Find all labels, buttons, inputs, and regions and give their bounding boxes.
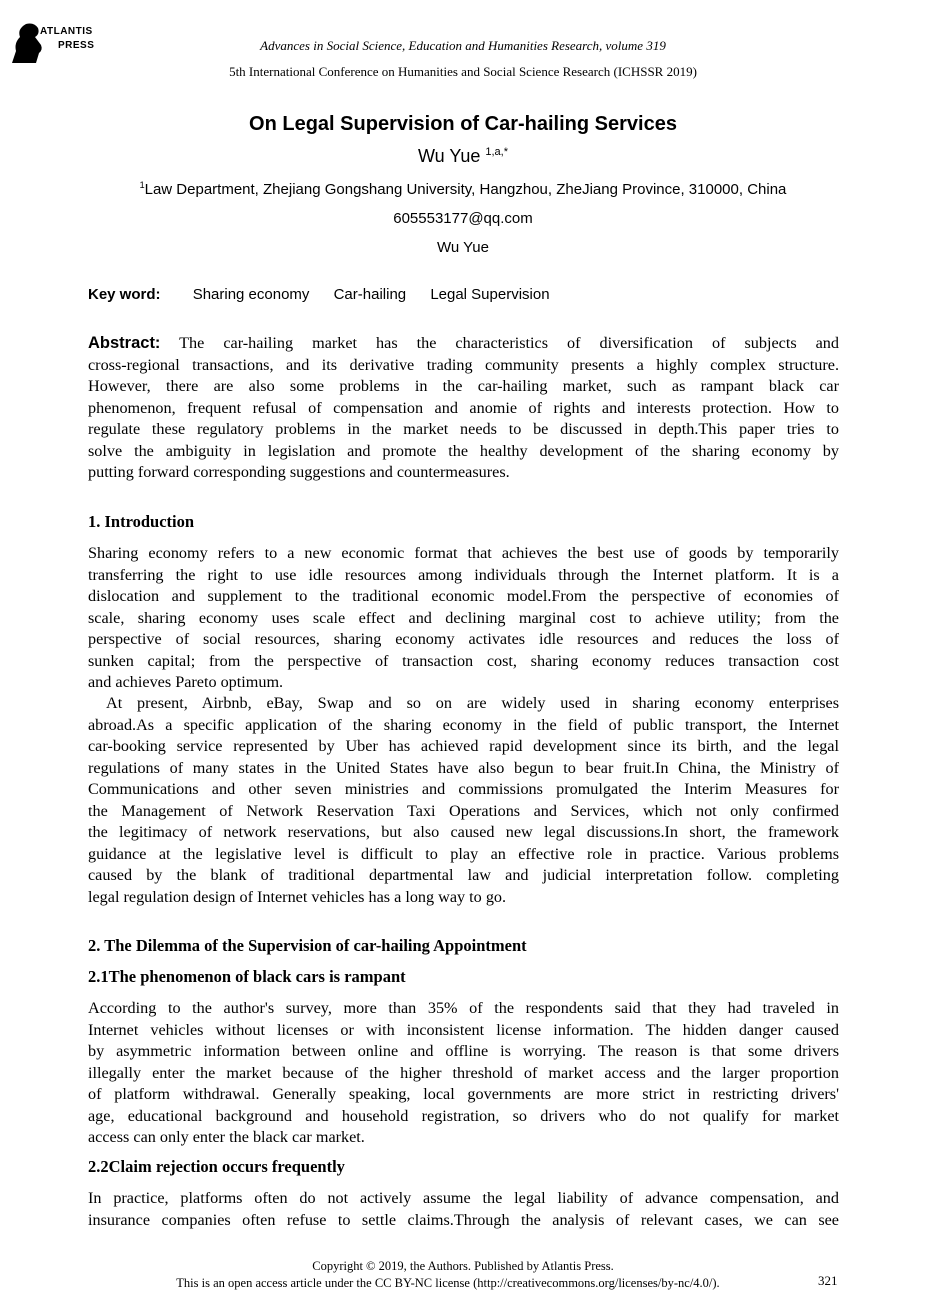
line-text: The car-hailing market has the characteristics of diversification of subjects and (179, 334, 839, 352)
line-text: the legitimacy of network reservations, but also caused new legal discussions.In short, the framework (88, 823, 839, 841)
text-line (88, 565, 839, 587)
line-text: Sharing economy refers to a new economic format that achieves the best use of goods by temporarily (88, 544, 839, 562)
keywords (88, 286, 550, 303)
line-text: caused by the blank of traditional departmental law and judicial interpretation follow. completing (88, 866, 839, 884)
text-line (88, 586, 839, 608)
intro-paragraph-1 (88, 543, 839, 694)
text-line (88, 758, 839, 780)
text-line (88, 629, 839, 651)
line-text: car-booking service represented by Uber has achieved rapid development since its birth, and the legal (88, 737, 839, 755)
text-line (88, 887, 839, 909)
text-line (88, 736, 839, 758)
line-text: However, there are also some problems in the car-hailing market, such as rampant black car (88, 377, 839, 395)
line-text: cross-regional transactions, and its derivative trading community presents a highly complex structure. (88, 355, 839, 374)
line-text: abroad.As a specific application of the sharing economy in the field of public transport, the Internet (88, 715, 839, 734)
conference-header: 5th International Conference on Humanities and Social Science Research (ICHSSR 2019) (229, 64, 697, 79)
text-line (88, 376, 839, 398)
journal-header: Advances in Social Science, Education and Humanities Research, volume 319 (260, 38, 666, 53)
line-text: putting forward corresponding suggestions and countermeasures. (88, 463, 510, 481)
keyword: Car-hailing (333, 286, 407, 303)
text-line (88, 543, 839, 565)
footer-copyright: Copyright © 2019, the Authors. Published by Atlantis Press. (312, 1259, 614, 1273)
text-line (88, 1188, 839, 1210)
line-text: legal regulation design of Internet vehicles has a long way to go. (88, 887, 507, 906)
text-line (88, 844, 839, 866)
text-line (88, 398, 839, 420)
affiliation-sup: 1 (139, 180, 145, 190)
text-line (88, 801, 839, 823)
logo-line1: ATLANTIS (40, 26, 93, 37)
subsection-heading-2-1: 2.1The phenomenon of black cars is rampant (88, 967, 406, 986)
line-text: illegally enter the market because of the higher threshold of market access and the larger proportion (88, 1063, 839, 1082)
text-line (88, 779, 839, 801)
abstract-label: Abstract: (88, 334, 161, 352)
line-text: scale, sharing economy uses scale effect and declining marginal cost to achieve utility; from the (88, 608, 839, 627)
affiliation-text: Law Department, Zhejiang Gongshang University, Hangzhou, ZheJiang Province, 310000, China (144, 181, 787, 198)
line-text: In practice, platforms often do not actively assume the legal liability of advance compensation, and (88, 1189, 839, 1207)
line-text: Communications and other seven ministries and commissions promulgated the Interim Measures for (88, 780, 839, 798)
author-name: Wu Yue (417, 146, 481, 166)
text-line (88, 672, 839, 694)
text-line (88, 651, 839, 673)
line-text: At present, Airbnb, eBay, Swap and so on are widely used in sharing economy enterprises (106, 694, 839, 712)
abstract (88, 333, 839, 484)
text-line (88, 1063, 839, 1085)
line-text: solve the ambiguity in legislation and promote the healthy development of the sharing economy by (88, 441, 839, 460)
line-text: regulations of many states in the United States have also begun to bear fruit.In China, the Ministry of (88, 758, 839, 777)
text-line (88, 1106, 839, 1128)
line-text: guidance at the legislative level is difficult to play an effective role in practice. Various problems (88, 844, 839, 863)
logo-line2: PRESS (58, 40, 95, 51)
author-sup: 1,a,* (485, 146, 509, 158)
line-text: sunken capital; from the perspective of transaction cost, sharing economy reduces transaction cost (88, 651, 839, 670)
intro-paragraph-2 (88, 693, 839, 908)
section-2-2-paragraph (88, 1188, 839, 1231)
page-number: 321 (818, 1273, 838, 1288)
paper-title: On Legal Supervision of Car-hailing Services (249, 113, 677, 135)
keyword: Sharing economy (192, 286, 310, 303)
line-text: by asymmetric information between online and offline is worrying. The reason is that some drivers (88, 1042, 839, 1060)
line-text: of platform withdrawal. Generally speaking, local governments are more strict in restricting drivers' (88, 1085, 839, 1103)
subsection-heading-2-2: 2.2Claim rejection occurs frequently (88, 1157, 345, 1176)
text-line (88, 715, 839, 737)
line-text: dislocation and supplement to the traditional economic model.From the perspective of economies of (88, 587, 839, 605)
affiliation (0, 180, 926, 198)
line-text: insurance companies often refuse to settle claims.Through the analysis of relevant cases, we can see (88, 1210, 839, 1229)
text-line (88, 355, 839, 377)
text-line (88, 462, 839, 484)
text-line (88, 1127, 839, 1149)
text-line (88, 1084, 839, 1106)
text-line (88, 1210, 839, 1232)
text-line (88, 693, 839, 715)
text-line (88, 419, 839, 441)
text-line (88, 441, 839, 463)
section-heading-introduction: 1. Introduction (88, 512, 195, 531)
keywords-label: Key word: (88, 286, 161, 303)
line-text: Internet vehicles without licenses or with inconsistent license information. The hidden danger caused (88, 1020, 839, 1039)
section-2-1-paragraph (88, 998, 839, 1149)
line-text: access can only enter the black car market. (88, 1128, 365, 1146)
line-text: perspective of social resources, sharing economy activates idle resources and reduces the loss of (88, 630, 839, 648)
text-line (88, 1020, 839, 1042)
author-email[interactable]: 605553177@qq.com (393, 210, 533, 227)
line-text: and achieves Pareto optimum. (88, 673, 284, 691)
keyword: Legal Supervision (430, 286, 550, 303)
author-name-2: Wu Yue (437, 239, 489, 256)
line-text: According to the author's survey, more than 35% of the respondents said that they had traveled in (88, 999, 839, 1017)
line-text: age, educational background and household registration, so drivers who do not qualify for market (88, 1106, 839, 1125)
line-text: regulate these regulatory problems in the market needs to be discussed in depth.This paper tries to (88, 420, 839, 438)
text-line (88, 822, 839, 844)
author-line (0, 146, 926, 167)
text-line (88, 333, 839, 355)
text-line (88, 865, 839, 887)
footer-license: This is an open access article under the CC BY-NC license (http://creativecommons.org/licenses/by-nc/4.0/). (176, 1276, 720, 1290)
section-heading-2: 2. The Dilemma of the Supervision of car-hailing Appointment (88, 936, 527, 955)
text-line (88, 608, 839, 630)
text-line (88, 998, 839, 1020)
line-text: phenomenon, frequent refusal of compensation and anomie of rights and interests protection. How to (88, 398, 839, 417)
line-text: the Management of Network Reservation Taxi Operations and Services, which not only confirmed (88, 801, 839, 820)
line-text: transferring the right to use idle resources among individuals through the Internet platform. It is a (88, 565, 839, 584)
text-line (88, 1041, 839, 1063)
